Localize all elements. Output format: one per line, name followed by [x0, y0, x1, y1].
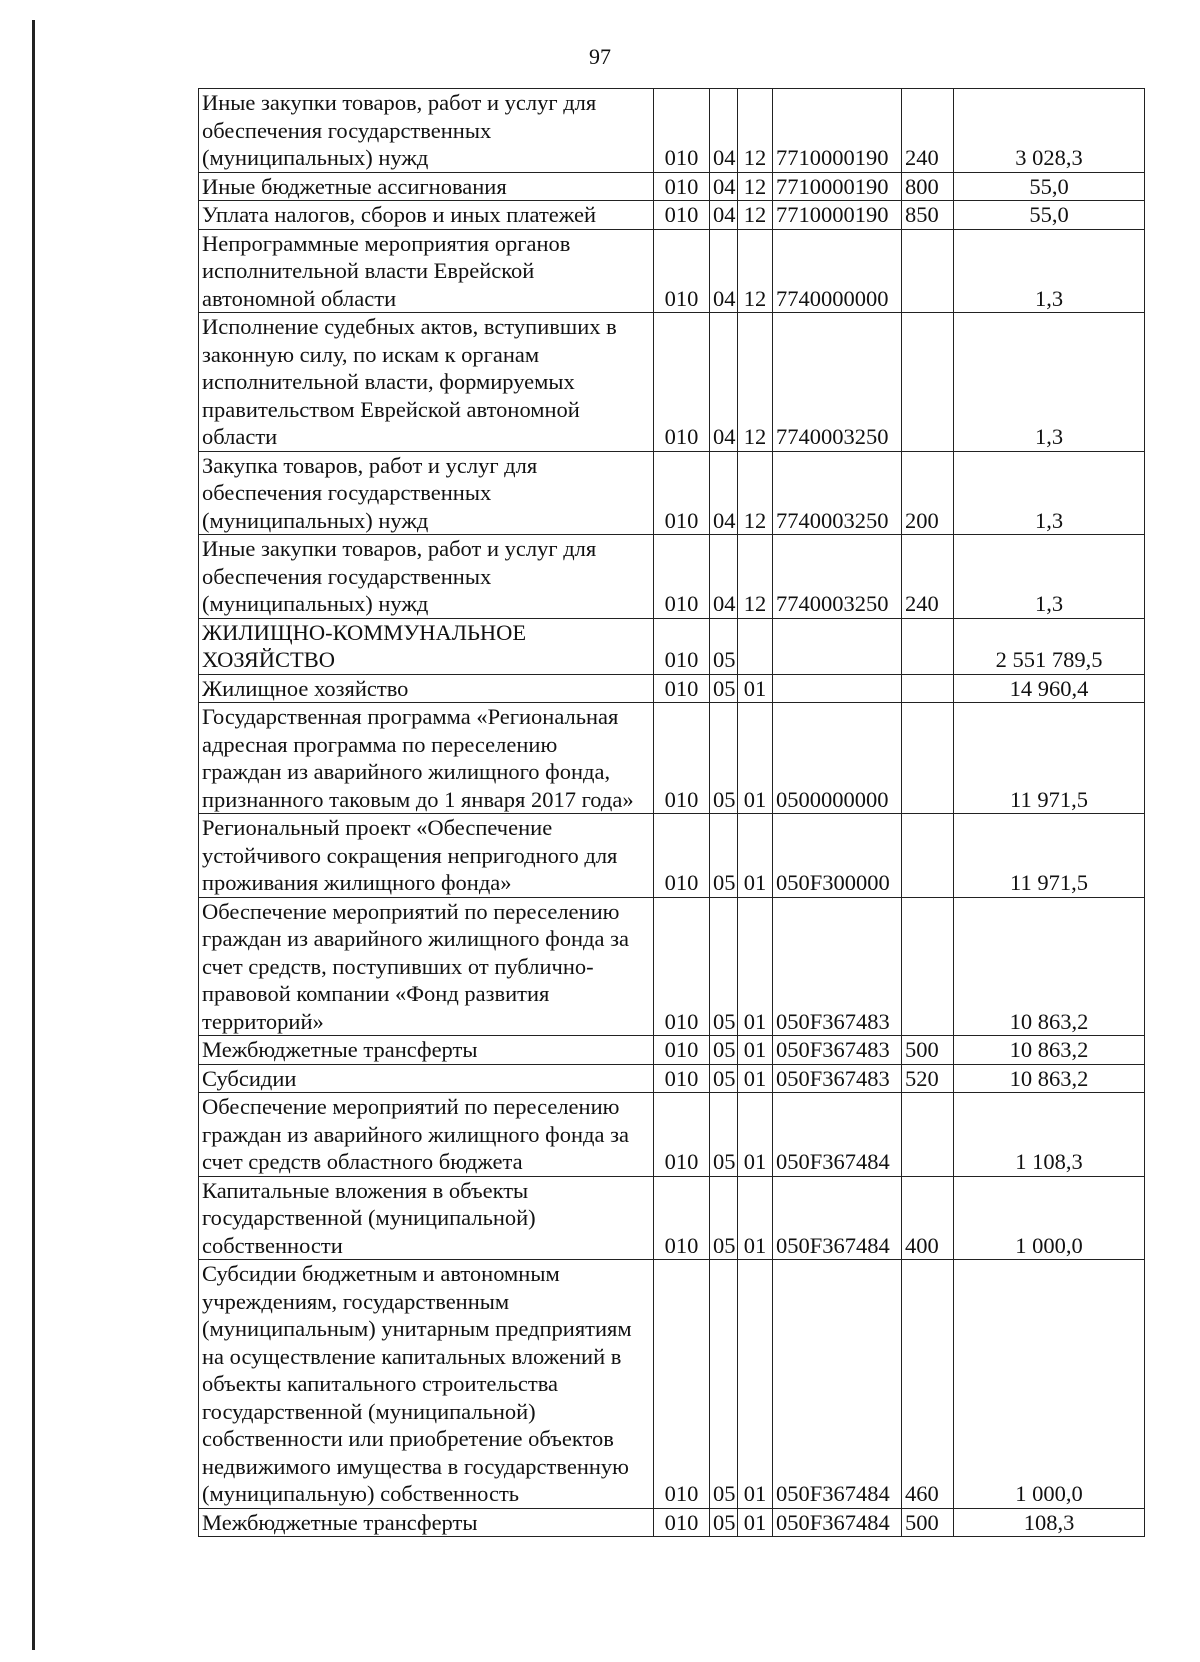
row-amount: 108,3 — [954, 1508, 1145, 1537]
row-subsection-code: 01 — [738, 1036, 773, 1065]
table-row — [199, 535, 1145, 619]
row-section-code: 05 — [710, 897, 738, 1036]
row-amount: 2 551 789,5 — [954, 618, 1145, 674]
row-amount: 10 863,2 — [954, 1064, 1145, 1093]
row-target-article-code: 7710000190 — [773, 172, 902, 201]
row-subsection-code: 01 — [738, 1508, 773, 1537]
row-ved-code: 010 — [654, 1036, 710, 1065]
row-subsection-code: 12 — [738, 89, 773, 173]
row-section-code: 04 — [710, 451, 738, 535]
table-row — [199, 1093, 1145, 1177]
row-subsection-code: 12 — [738, 451, 773, 535]
row-expense-type-code: 240 — [902, 535, 954, 619]
row-subsection-code: 12 — [738, 229, 773, 313]
row-ved-code: 010 — [654, 1260, 710, 1509]
row-target-article-code — [773, 618, 902, 674]
row-subsection-code — [738, 618, 773, 674]
row-target-article-code: 050F367483 — [773, 1036, 902, 1065]
row-ved-code: 010 — [654, 201, 710, 230]
row-target-article-code: 7740003250 — [773, 451, 902, 535]
row-target-article-code: 050F367483 — [773, 1064, 902, 1093]
table-row — [199, 172, 1145, 201]
table-row — [199, 1064, 1145, 1093]
row-ved-code: 010 — [654, 172, 710, 201]
row-section-code: 04 — [710, 89, 738, 173]
row-subsection-code: 12 — [738, 535, 773, 619]
row-expense-type-code — [902, 897, 954, 1036]
row-expense-type-code: 460 — [902, 1260, 954, 1509]
row-section-code: 05 — [710, 1093, 738, 1177]
row-amount: 11 971,5 — [954, 814, 1145, 898]
row-expense-type-code: 200 — [902, 451, 954, 535]
row-name: Исполнение судебных актов, вступивших в законную силу, по искам к органам исполнительной власти, формируемых правительством Еврейской автономной области — [199, 313, 654, 452]
row-name: Уплата налогов, сборов и иных платежей — [199, 201, 654, 230]
row-amount: 11 971,5 — [954, 703, 1145, 814]
row-name: Иные закупки товаров, работ и услуг для обеспечения государственных (муниципальных) нужд — [199, 535, 654, 619]
row-ved-code: 010 — [654, 1064, 710, 1093]
row-name: Иные бюджетные ассигнования — [199, 172, 654, 201]
row-subsection-code: 01 — [738, 1093, 773, 1177]
page-left-margin-line — [32, 20, 35, 1650]
row-target-article-code: 7740003250 — [773, 313, 902, 452]
row-expense-type-code — [902, 1093, 954, 1177]
row-section-code: 05 — [710, 1036, 738, 1065]
row-ved-code: 010 — [654, 451, 710, 535]
table-row — [199, 674, 1145, 703]
row-expense-type-code — [902, 674, 954, 703]
row-ved-code: 010 — [654, 618, 710, 674]
row-subsection-code: 12 — [738, 313, 773, 452]
row-expense-type-code: 500 — [902, 1508, 954, 1537]
row-name: Межбюджетные трансферты — [199, 1036, 654, 1065]
row-section-code: 04 — [710, 535, 738, 619]
row-section-code: 05 — [710, 814, 738, 898]
budget-table-body — [199, 89, 1145, 1537]
row-name: Обеспечение мероприятий по переселению граждан из аварийного жилищного фонда за счет средств, поступивших от публично- правовой компании «Фонд развития территорий» — [199, 897, 654, 1036]
row-name: Закупка товаров, работ и услуг для обеспечения государственных (муниципальных) нужд — [199, 451, 654, 535]
table-row — [199, 1036, 1145, 1065]
row-subsection-code: 01 — [738, 897, 773, 1036]
row-section-code: 05 — [710, 1064, 738, 1093]
page-number: 97 — [589, 44, 611, 69]
row-name: Государственная программа «Региональная адресная программа по переселению граждан из аварийного жилищного фонда, признанного таковым до 1 января 2017 года» — [199, 703, 654, 814]
row-section-code: 05 — [710, 703, 738, 814]
table-row — [199, 313, 1145, 452]
row-expense-type-code: 850 — [902, 201, 954, 230]
table-row — [199, 814, 1145, 898]
row-name: Жилищное хозяйство — [199, 674, 654, 703]
row-ved-code: 010 — [654, 814, 710, 898]
table-row — [199, 897, 1145, 1036]
table-row — [199, 1508, 1145, 1537]
row-name: Субсидии — [199, 1064, 654, 1093]
row-target-article-code: 050F367484 — [773, 1508, 902, 1537]
row-target-article-code: 050F367484 — [773, 1093, 902, 1177]
row-section-code: 05 — [710, 618, 738, 674]
row-subsection-code: 01 — [738, 1064, 773, 1093]
row-amount: 1,3 — [954, 313, 1145, 452]
row-ved-code: 010 — [654, 89, 710, 173]
row-ved-code: 010 — [654, 229, 710, 313]
row-amount: 14 960,4 — [954, 674, 1145, 703]
row-expense-type-code — [902, 229, 954, 313]
row-amount: 1,3 — [954, 229, 1145, 313]
row-expense-type-code: 520 — [902, 1064, 954, 1093]
row-amount: 1,3 — [954, 451, 1145, 535]
row-subsection-code: 01 — [738, 1176, 773, 1260]
row-target-article-code: 0500000000 — [773, 703, 902, 814]
row-section-code: 05 — [710, 674, 738, 703]
row-target-article-code: 050F367484 — [773, 1260, 902, 1509]
row-amount: 10 863,2 — [954, 897, 1145, 1036]
row-section-code: 05 — [710, 1260, 738, 1509]
row-name: Иные закупки товаров, работ и услуг для обеспечения государственных (муниципальных) нужд — [199, 89, 654, 173]
table-row — [199, 703, 1145, 814]
row-name: Региональный проект «Обеспечение устойчивого сокращения непригодного для проживания жилищного фонда» — [199, 814, 654, 898]
row-expense-type-code: 500 — [902, 1036, 954, 1065]
row-name: ЖИЛИЩНО-КОММУНАЛЬНОЕ ХОЗЯЙСТВО — [199, 618, 654, 674]
table-row — [199, 229, 1145, 313]
row-name: Капитальные вложения в объекты государственной (муниципальной) собственности — [199, 1176, 654, 1260]
table-row — [199, 618, 1145, 674]
row-target-article-code: 7740000000 — [773, 229, 902, 313]
table-row — [199, 1260, 1145, 1509]
row-expense-type-code — [902, 313, 954, 452]
row-target-article-code: 050F300000 — [773, 814, 902, 898]
row-subsection-code: 01 — [738, 703, 773, 814]
row-expense-type-code: 800 — [902, 172, 954, 201]
row-amount: 10 863,2 — [954, 1036, 1145, 1065]
row-ved-code: 010 — [654, 1176, 710, 1260]
row-section-code: 05 — [710, 1176, 738, 1260]
row-amount: 1 000,0 — [954, 1176, 1145, 1260]
row-name: Непрограммные мероприятия органов исполнительной власти Еврейской автономной области — [199, 229, 654, 313]
row-section-code: 05 — [710, 1508, 738, 1537]
row-subsection-code: 01 — [738, 1260, 773, 1509]
row-section-code: 04 — [710, 313, 738, 452]
row-amount: 55,0 — [954, 201, 1145, 230]
table-row — [199, 451, 1145, 535]
row-section-code: 04 — [710, 172, 738, 201]
row-name: Субсидии бюджетным и автономным учреждениям, государственным (муниципальным) унитарным предприятиям на осуществление капитальных вложений в объекты капитального строительства государственной (муниципальной) собственности или приобретение объектов недвижимого имущества в государственную (муниципальную) собственность — [199, 1260, 654, 1509]
row-amount: 55,0 — [954, 172, 1145, 201]
row-subsection-code: 12 — [738, 201, 773, 230]
row-ved-code: 010 — [654, 1093, 710, 1177]
row-ved-code: 010 — [654, 703, 710, 814]
budget-table — [198, 88, 1145, 1537]
row-subsection-code: 12 — [738, 172, 773, 201]
row-subsection-code: 01 — [738, 814, 773, 898]
row-expense-type-code — [902, 703, 954, 814]
row-expense-type-code — [902, 618, 954, 674]
row-target-article-code: 7710000190 — [773, 89, 902, 173]
row-expense-type-code: 240 — [902, 89, 954, 173]
table-row — [199, 201, 1145, 230]
row-expense-type-code — [902, 814, 954, 898]
table-row — [199, 1176, 1145, 1260]
row-name: Межбюджетные трансферты — [199, 1508, 654, 1537]
row-section-code: 04 — [710, 201, 738, 230]
row-amount: 1 108,3 — [954, 1093, 1145, 1177]
row-ved-code: 010 — [654, 1508, 710, 1537]
row-target-article-code: 7710000190 — [773, 201, 902, 230]
row-name: Обеспечение мероприятий по переселению граждан из аварийного жилищного фонда за счет средств областного бюджета — [199, 1093, 654, 1177]
row-subsection-code: 01 — [738, 674, 773, 703]
row-target-article-code — [773, 674, 902, 703]
row-target-article-code: 7740003250 — [773, 535, 902, 619]
row-target-article-code: 050F367484 — [773, 1176, 902, 1260]
row-ved-code: 010 — [654, 535, 710, 619]
table-row — [199, 89, 1145, 173]
row-expense-type-code: 400 — [902, 1176, 954, 1260]
row-amount: 1,3 — [954, 535, 1145, 619]
row-amount: 1 000,0 — [954, 1260, 1145, 1509]
row-ved-code: 010 — [654, 313, 710, 452]
row-target-article-code: 050F367483 — [773, 897, 902, 1036]
row-ved-code: 010 — [654, 897, 710, 1036]
row-ved-code: 010 — [654, 674, 710, 703]
row-amount: 3 028,3 — [954, 89, 1145, 173]
row-section-code: 04 — [710, 229, 738, 313]
